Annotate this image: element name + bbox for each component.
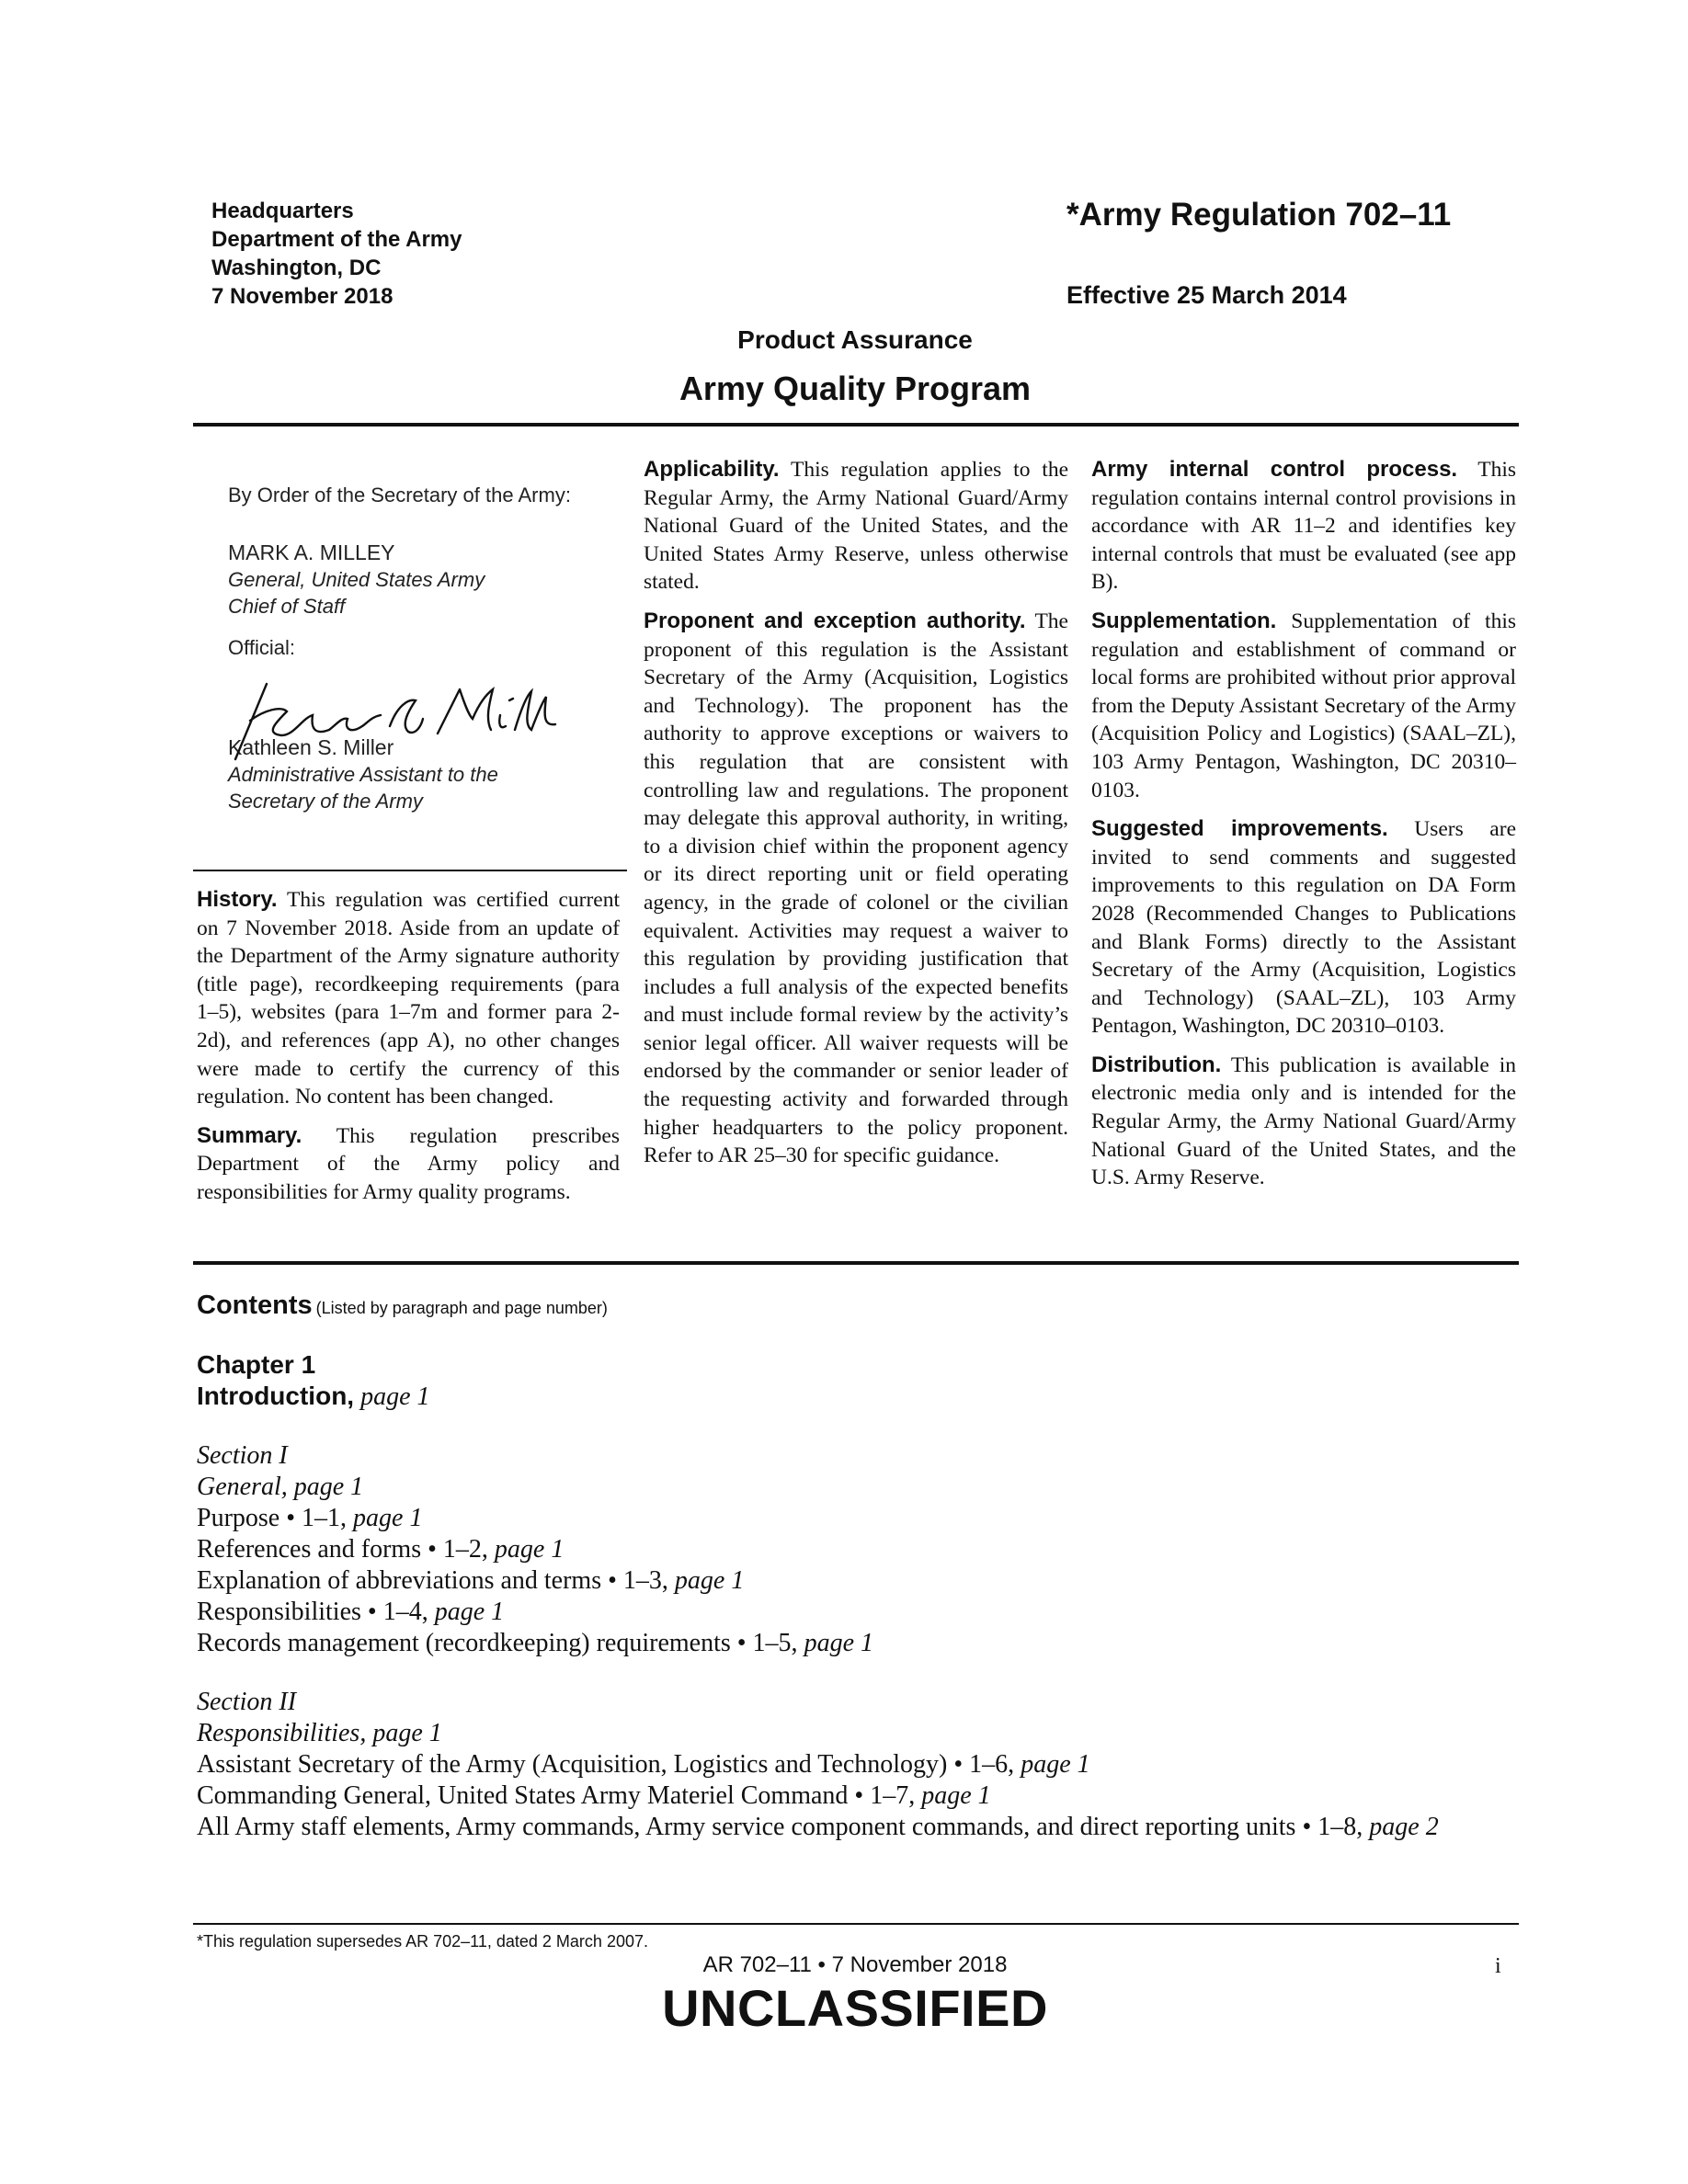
- toc-entry-text: Records management (recordkeeping) requirements • 1–5,: [197, 1629, 804, 1657]
- section-title: Responsibilities, page 1: [197, 1719, 442, 1747]
- toc-entry-page: page 1: [1021, 1750, 1090, 1779]
- applicability-text: This regulation applies to the Regular Army, the Army National Guard/Army National Guard of the United States, and the United States Army Reserve, unless otherwise stated.: [644, 458, 1069, 595]
- history-paragraph: [197, 886, 620, 1111]
- hq-line: Washington, DC: [211, 256, 382, 280]
- section-label: Section II: [197, 1688, 297, 1716]
- chapter-title: Introduction,: [197, 1382, 355, 1410]
- toc-entry: [197, 1749, 1530, 1780]
- handwritten-signature: [228, 678, 559, 767]
- admin-name: Kathleen S. Miller: [228, 735, 394, 759]
- toc-entry: [197, 1565, 1530, 1597]
- regulation-title: Army Quality Program: [679, 370, 1032, 407]
- proponent-paragraph: [644, 608, 1068, 1170]
- toc-entry-page: page 1: [353, 1504, 423, 1532]
- toc-entry-text: Purpose • 1–1,: [197, 1504, 354, 1532]
- page-number: i: [1495, 1954, 1501, 1978]
- toc-entry: [197, 1534, 1530, 1565]
- toc-entry-text: All Army staff elements, Army commands, Army service component commands, and direct reporting units • 1–8,: [197, 1813, 1370, 1841]
- toc-entry-text: Assistant Secretary of the Army (Acquisition, Logistics and Technology) • 1–6,: [197, 1750, 1021, 1779]
- distribution-paragraph: [1091, 1052, 1516, 1192]
- column-right: [1091, 456, 1516, 1203]
- suggested-improvements-paragraph: [1091, 815, 1516, 1041]
- table-of-contents: [197, 1349, 1530, 1843]
- chief-title: Chief of Staff: [228, 595, 346, 618]
- chief-name: MARK A. MILLEY: [228, 540, 395, 564]
- classification-marking: UNCLASSIFIED: [662, 1979, 1048, 2037]
- toc-entry: [197, 1597, 1530, 1628]
- contents-heading: Contents: [197, 1291, 313, 1320]
- footer-rule: [193, 1923, 1519, 1925]
- by-order-line: By Order of the Secretary of the Army:: [228, 483, 571, 506]
- supplementation-text: Supplementation of this regulation and establishment of command or local forms are prohibited without prior approval from the Deputy Assistant Secretary of the Army (Acquisition Policy and Logistics) (SAAL–ZL), 103 Army Pentagon, Washington, DC 20310–0103.: [1091, 609, 1516, 802]
- admin-title: Secretary of the Army: [228, 790, 423, 813]
- proponent-label: Proponent and exception authority.: [644, 608, 1026, 633]
- summary-label: Summary.: [197, 1122, 302, 1148]
- toc-entry-page: page 1: [804, 1629, 873, 1657]
- history-text: This regulation was certified current on 7 November 2018. Aside from an update of the Department of the Army signature authority (title page), recordkeeping requirements (para 1–5), websites (para 1–7m and former para 2-2d), and references (app A), no other changes were made to certify the currency of this regulation. No content has been changed.: [197, 888, 621, 1109]
- applicability-label: Applicability.: [644, 457, 780, 482]
- official-label: Official:: [228, 636, 295, 659]
- toc-entry-page: page 1: [921, 1781, 991, 1810]
- toc-entry-text: Responsibilities • 1–4,: [197, 1598, 435, 1626]
- suggested-improvements-label: Suggested improvements.: [1091, 816, 1388, 842]
- toc-entry-page: page 1: [434, 1598, 505, 1626]
- chapter-page: page 1: [360, 1382, 430, 1411]
- effective-date: Effective 25 March 2014: [1066, 281, 1347, 309]
- applicability-paragraph: [644, 456, 1068, 597]
- distribution-text: This publication is available in electronic media only and is intended for the Regular Army, the Army National Guard/Army National Guard of the United States, and the U.S. Army Reserve.: [1091, 1052, 1516, 1190]
- contents-heading-row: [197, 1291, 608, 1321]
- history-label: History.: [197, 887, 278, 912]
- toc-entry-page: page 2: [1369, 1813, 1439, 1841]
- title-rule: [193, 423, 1519, 427]
- hq-line: Department of the Army: [211, 227, 462, 252]
- regulation-number: *Army Regulation 702–11: [1066, 197, 1452, 233]
- chapter-label: Chapter 1: [197, 1350, 316, 1379]
- chief-title: General, United States Army: [228, 568, 485, 591]
- proponent-text: The proponent of this regulation is the Assistant Secretary of the Army (Acquisition, Logistics and Technology). The proponent has the authority to approve exceptions or waivers to this regulation that are consistent with controlling law and regulations. The proponent may delegate this approval authority, in writing, to a division chief within the proponent agency or its direct reporting unit or field operating agency, in the grade of colonel or the civilian equivalent. Activities may request a waiver to this regulation by providing justification that includes a full analysis of the expected benefits and must include formal review by the activity’s senior legal officer. All waiver requests will be endorsed by the commander or senior leader of the requesting activity and forwarded through higher headquarters to the policy proponent. Refer to AR 25–30 for specific guidance.: [644, 609, 1068, 1168]
- column-middle: [644, 456, 1068, 1181]
- toc-entry: [197, 1812, 1530, 1843]
- column-left: [197, 886, 620, 1218]
- toc-entry-text: Commanding General, United States Army Materiel Command • 1–7,: [197, 1781, 922, 1810]
- contents-rule: [193, 1261, 1519, 1265]
- summary-text: This regulation prescribes Department of the Army policy and responsibilities for Army quality programs.: [197, 1123, 620, 1204]
- toc-entry-page: page 1: [674, 1566, 745, 1595]
- section-label: Section I: [197, 1441, 288, 1470]
- regulation-subject: Product Assurance: [737, 325, 973, 354]
- summary-paragraph: [197, 1122, 620, 1207]
- toc-entry-page: page 1: [494, 1535, 565, 1564]
- chapter-title-row: [197, 1381, 1530, 1413]
- footer-identifier: AR 702–11 • 7 November 2018: [702, 1952, 1008, 1977]
- admin-title: Administrative Assistant to the: [228, 763, 498, 786]
- internal-control-paragraph: [1091, 456, 1516, 597]
- toc-entry-text: Explanation of abbreviations and terms • 1–3,: [197, 1566, 675, 1595]
- supplementation-label: Supplementation.: [1091, 608, 1277, 633]
- toc-entry-text: References and forms • 1–2,: [197, 1535, 495, 1564]
- toc-entry: [197, 1628, 1530, 1659]
- internal-control-text: This regulation contains internal control provisions in accordance with AR 11–2 and identifies key internal controls that must be evaluated (see app B).: [1091, 458, 1517, 595]
- hq-line: Headquarters: [211, 199, 354, 223]
- toc-entry: [197, 1503, 1530, 1534]
- toc-entry: [197, 1780, 1530, 1812]
- contents-subheading: (Listed by paragraph and page number): [315, 1299, 608, 1317]
- supplementation-paragraph: [1091, 608, 1516, 804]
- internal-control-label: Army internal control process.: [1091, 457, 1458, 482]
- issue-date: 7 November 2018: [211, 284, 393, 309]
- signature-rule: [193, 870, 627, 871]
- supersession-footnote: *This regulation supersedes AR 702–11, dated 2 March 2007.: [197, 1932, 648, 1951]
- section-title: General, page 1: [197, 1473, 364, 1501]
- suggested-improvements-text: Users are invited to send comments and suggested improvements to this regulation on DA Form 2028 (Recommended Changes to Publications and Blank Forms) directly to the Assistant Secretary of the Army (Acquisition, Logistics and Technology) (SAAL–ZL), 103 Army Pentagon, Washington, DC 20310–0103.: [1091, 817, 1516, 1039]
- issuing-office: [211, 197, 462, 311]
- distribution-label: Distribution.: [1091, 1052, 1222, 1077]
